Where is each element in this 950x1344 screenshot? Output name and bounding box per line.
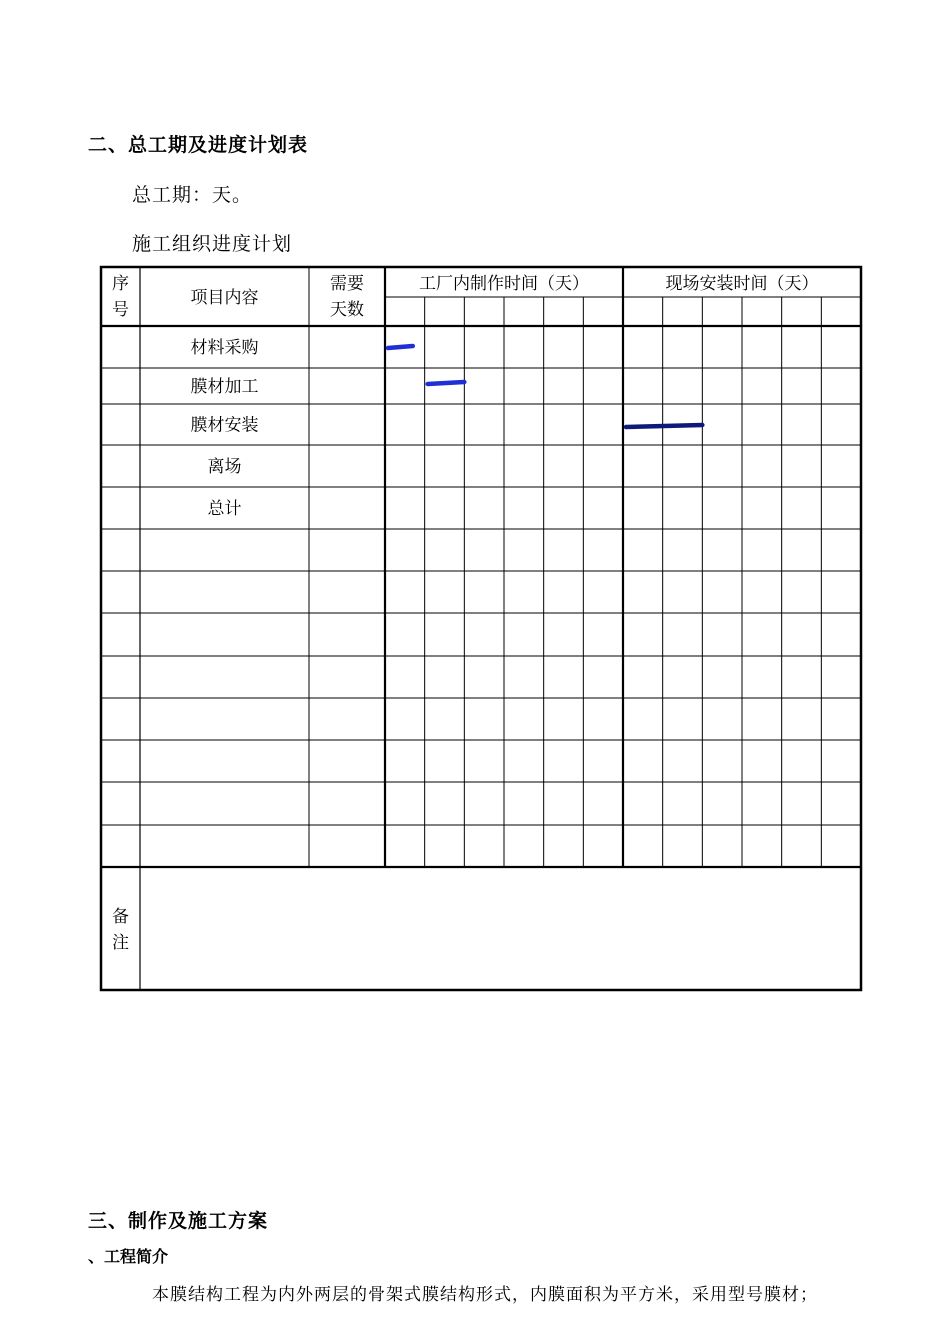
header-days-2: 天数 xyxy=(330,300,364,320)
header-days-1: 需要 xyxy=(330,274,364,294)
section3-heading: 三、制作及施工方案 xyxy=(88,1210,269,1232)
remarks-label-2: 注 xyxy=(112,933,129,953)
remarks-label-1: 备 xyxy=(112,907,129,927)
row-item: 膜材加工 xyxy=(190,377,259,397)
section2-heading: 二、总工期及进度计划表 xyxy=(88,134,309,156)
row-item: 膜材安装 xyxy=(190,415,259,436)
table-caption: 施工组织进度计划 xyxy=(132,233,293,255)
gantt-bar xyxy=(626,425,702,427)
header-seq-2: 号 xyxy=(112,300,129,320)
duration-line: 总工期：天。 xyxy=(132,184,253,206)
row-item: 总计 xyxy=(207,499,242,519)
section3-subheading: 、工程简介 xyxy=(88,1247,169,1266)
header-factory: 工厂内制作时间（天） xyxy=(419,274,589,294)
gantt-bar xyxy=(388,346,413,348)
header-site: 现场安装时间（天） xyxy=(665,274,819,294)
header-item: 项目内容 xyxy=(190,288,259,308)
row-item: 离场 xyxy=(207,457,242,477)
row-item: 材料采购 xyxy=(190,338,259,358)
header-seq-1: 序 xyxy=(112,274,129,294)
schedule-table xyxy=(99,265,865,997)
gantt-bar xyxy=(428,382,465,384)
project-intro-paragraph: 本膜结构工程为内外两层的骨架式膜结构形式，内膜面积为平方米，采用型号膜材； xyxy=(152,1285,818,1305)
table-border xyxy=(101,267,861,990)
